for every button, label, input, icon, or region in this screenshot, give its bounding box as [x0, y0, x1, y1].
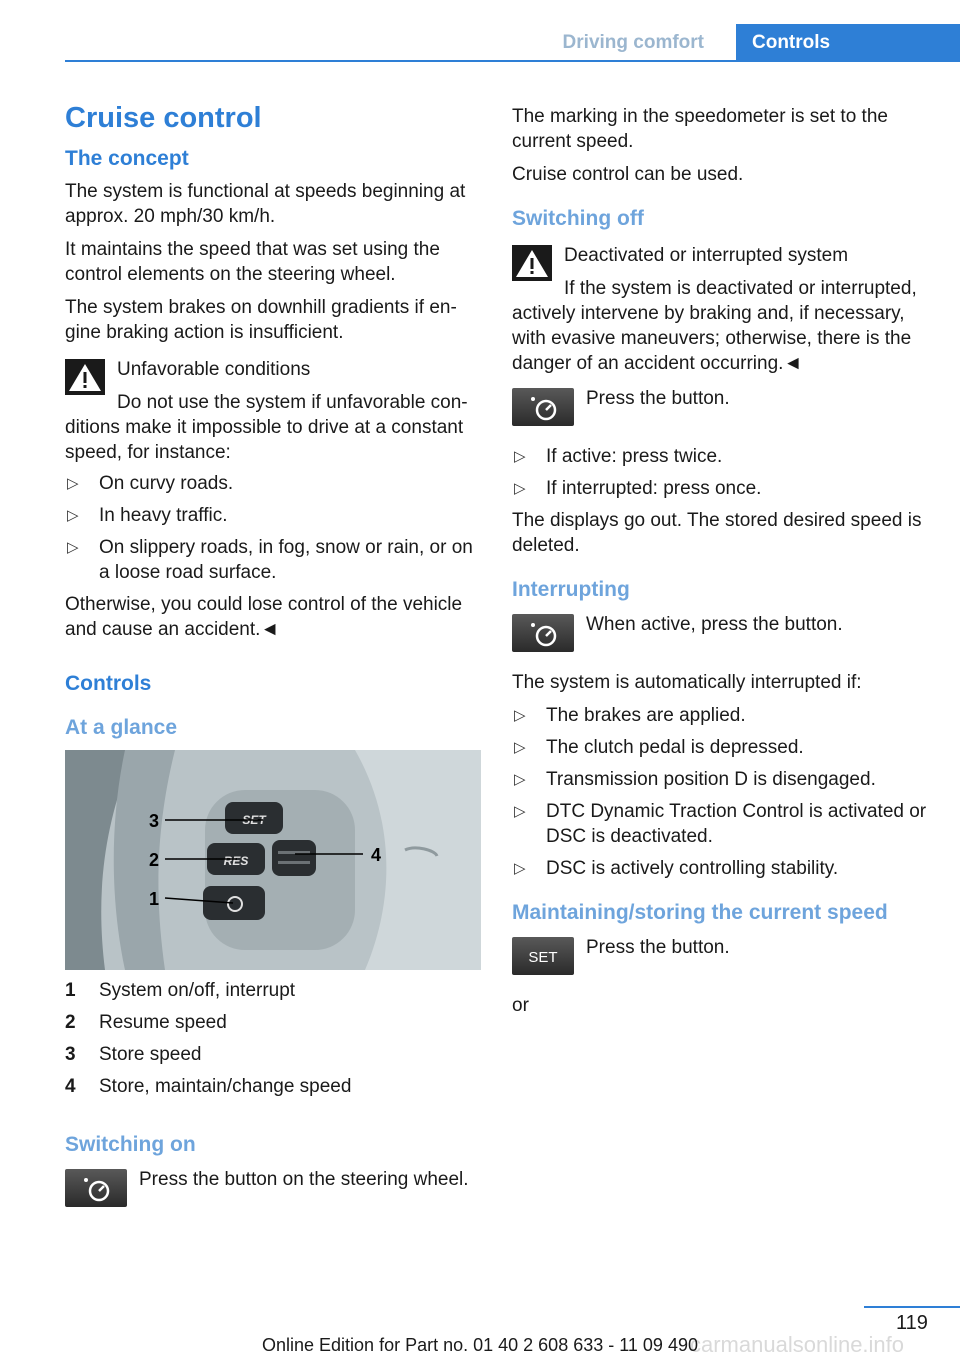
maintain-heading: Maintaining/storing the current speed — [512, 901, 888, 924]
legend-item: 1 System on/off, interrupt — [65, 980, 296, 1001]
controls-heading: Controls — [65, 672, 152, 695]
legend-item: 4 Store, maintain/change speed — [65, 1076, 352, 1097]
photo-legend — [65, 978, 481, 1099]
callout-1: 1 — [149, 889, 160, 909]
warning-triangle-icon — [65, 359, 105, 395]
warning-body: If the system is deactivated or interrupted, actively intervene by braking and, if necessary, with evasive maneuvers; otherwise, there is the danger of an accident occurring.◄ — [512, 278, 917, 374]
switch-on-text: Press the button on the steering wheel. — [139, 1169, 469, 1190]
warning-body: Do not use the system if unfavorable con‐ditions make it impossible to drive at a constant speed, for instance: — [65, 392, 468, 463]
set-row — [512, 935, 932, 979]
svg-text:SET: SET — [242, 813, 266, 827]
cruise-control-button-icon — [512, 614, 574, 652]
bullet-triangle-icon: ▷ — [514, 771, 526, 788]
list-item: ▷ If interrupted: press once. — [514, 478, 762, 499]
svg-text:SET: SET — [528, 949, 558, 966]
bullet-triangle-icon: ▷ — [67, 507, 79, 524]
bullet-triangle-icon: ▷ — [67, 539, 79, 556]
interrupt-text: When active, press the button. — [586, 614, 843, 635]
callout-4: 4 — [371, 845, 382, 865]
warning-unfavorable — [65, 357, 481, 465]
warning-deactivated — [512, 243, 932, 376]
switch-off-list — [512, 444, 932, 501]
page-number-rule — [864, 1306, 960, 1308]
svg-text:RES: RES — [223, 854, 249, 868]
warning-list — [65, 471, 481, 585]
page-header — [0, 24, 960, 62]
concept-p1: The system is functional at speeds beginning at approx. 20 mph/30 km/h. — [65, 181, 466, 227]
concept-heading: The concept — [65, 147, 189, 170]
right-column — [512, 104, 932, 1026]
bullet-triangle-icon: ▷ — [514, 480, 526, 497]
interrupting-heading: Interrupting — [512, 578, 630, 601]
cruise-control-button-icon — [65, 1169, 127, 1207]
list-item: ▷ The clutch pedal is depressed. — [514, 737, 804, 758]
bullet-triangle-icon: ▷ — [514, 803, 526, 820]
header-chapter-tab: Controls — [736, 24, 960, 62]
switch-off-heading: Switching off — [512, 207, 644, 230]
bullet-triangle-icon: ▷ — [514, 739, 526, 756]
legend-item: 2 Resume speed — [65, 1012, 227, 1033]
footer-edition: Online Edition for Part no. 01 40 2 608 633 - 11 09 490 — [262, 1335, 698, 1355]
warning-end: Otherwise, you could lose control of the vehicle and cause an accident.◄ — [65, 594, 463, 640]
concept-p3: The system brakes on downhill gradients if en‐gine braking action is insufficient. — [65, 297, 457, 343]
press-button-text: Press the button. — [586, 388, 730, 409]
callout-2: 2 — [149, 850, 160, 870]
list-item: ▷ The brakes are applied. — [514, 705, 746, 726]
or-text: or — [512, 995, 529, 1016]
speedometer-text: The marking in the speedometer is set to the current speed. — [512, 106, 888, 152]
header-rule — [65, 60, 960, 62]
warning-title: Unfavorable conditions — [117, 359, 311, 380]
left-column — [65, 100, 481, 1225]
set-press-text: Press the button. — [586, 937, 730, 958]
legend-item: 3 Store speed — [65, 1044, 202, 1065]
bullet-triangle-icon: ▷ — [514, 448, 526, 465]
bullet-triangle-icon: ▷ — [514, 860, 526, 877]
auto-interrupt-intro: The system is automatically interrupted if: — [512, 672, 862, 693]
cruise-usable-text: Cruise control can be used. — [512, 164, 744, 185]
warning-title: Deactivated or interrupted system — [564, 245, 849, 266]
bullet-triangle-icon: ▷ — [67, 475, 79, 492]
watermark: carmanualsonline.info — [690, 1332, 905, 1357]
switch-on-heading: Switching on — [65, 1133, 196, 1156]
page-number: 119 — [896, 1312, 928, 1334]
list-item: ▷ On slippery roads, in fog, snow or rain, or on a loose road surface. — [67, 537, 473, 583]
list-item: ▷ DSC is actively controlling stability. — [514, 858, 839, 879]
list-item: ▷ DTC Dynamic Traction Control is activated or DSC is deactivated. — [514, 801, 927, 847]
list-item: ▷ If active: press twice. — [514, 446, 723, 467]
list-item: ▷ In heavy traffic. — [67, 505, 228, 526]
callout-3: 3 — [149, 811, 160, 831]
steering-wheel-photo — [65, 750, 481, 970]
set-button-icon — [512, 937, 574, 975]
header-section: Driving comfort — [562, 32, 704, 53]
warning-triangle-icon — [512, 245, 552, 281]
auto-interrupt-list — [512, 703, 932, 881]
concept-p2: It maintains the speed that was set using the control elements on the steering wheel. — [65, 239, 440, 285]
list-item: ▷ On curvy roads. — [67, 473, 234, 494]
off-result-text: The displays go out. The stored desired speed is deleted. — [512, 510, 922, 556]
cruise-control-button-icon — [512, 388, 574, 426]
glance-heading: At a glance — [65, 716, 178, 739]
page-title: Cruise control — [65, 102, 262, 134]
switch-off-row — [512, 386, 932, 430]
interrupt-row — [512, 612, 932, 656]
list-item: ▷ Transmission position D is disengaged. — [514, 769, 876, 790]
bullet-triangle-icon: ▷ — [514, 707, 526, 724]
switch-on-row — [65, 1167, 481, 1211]
